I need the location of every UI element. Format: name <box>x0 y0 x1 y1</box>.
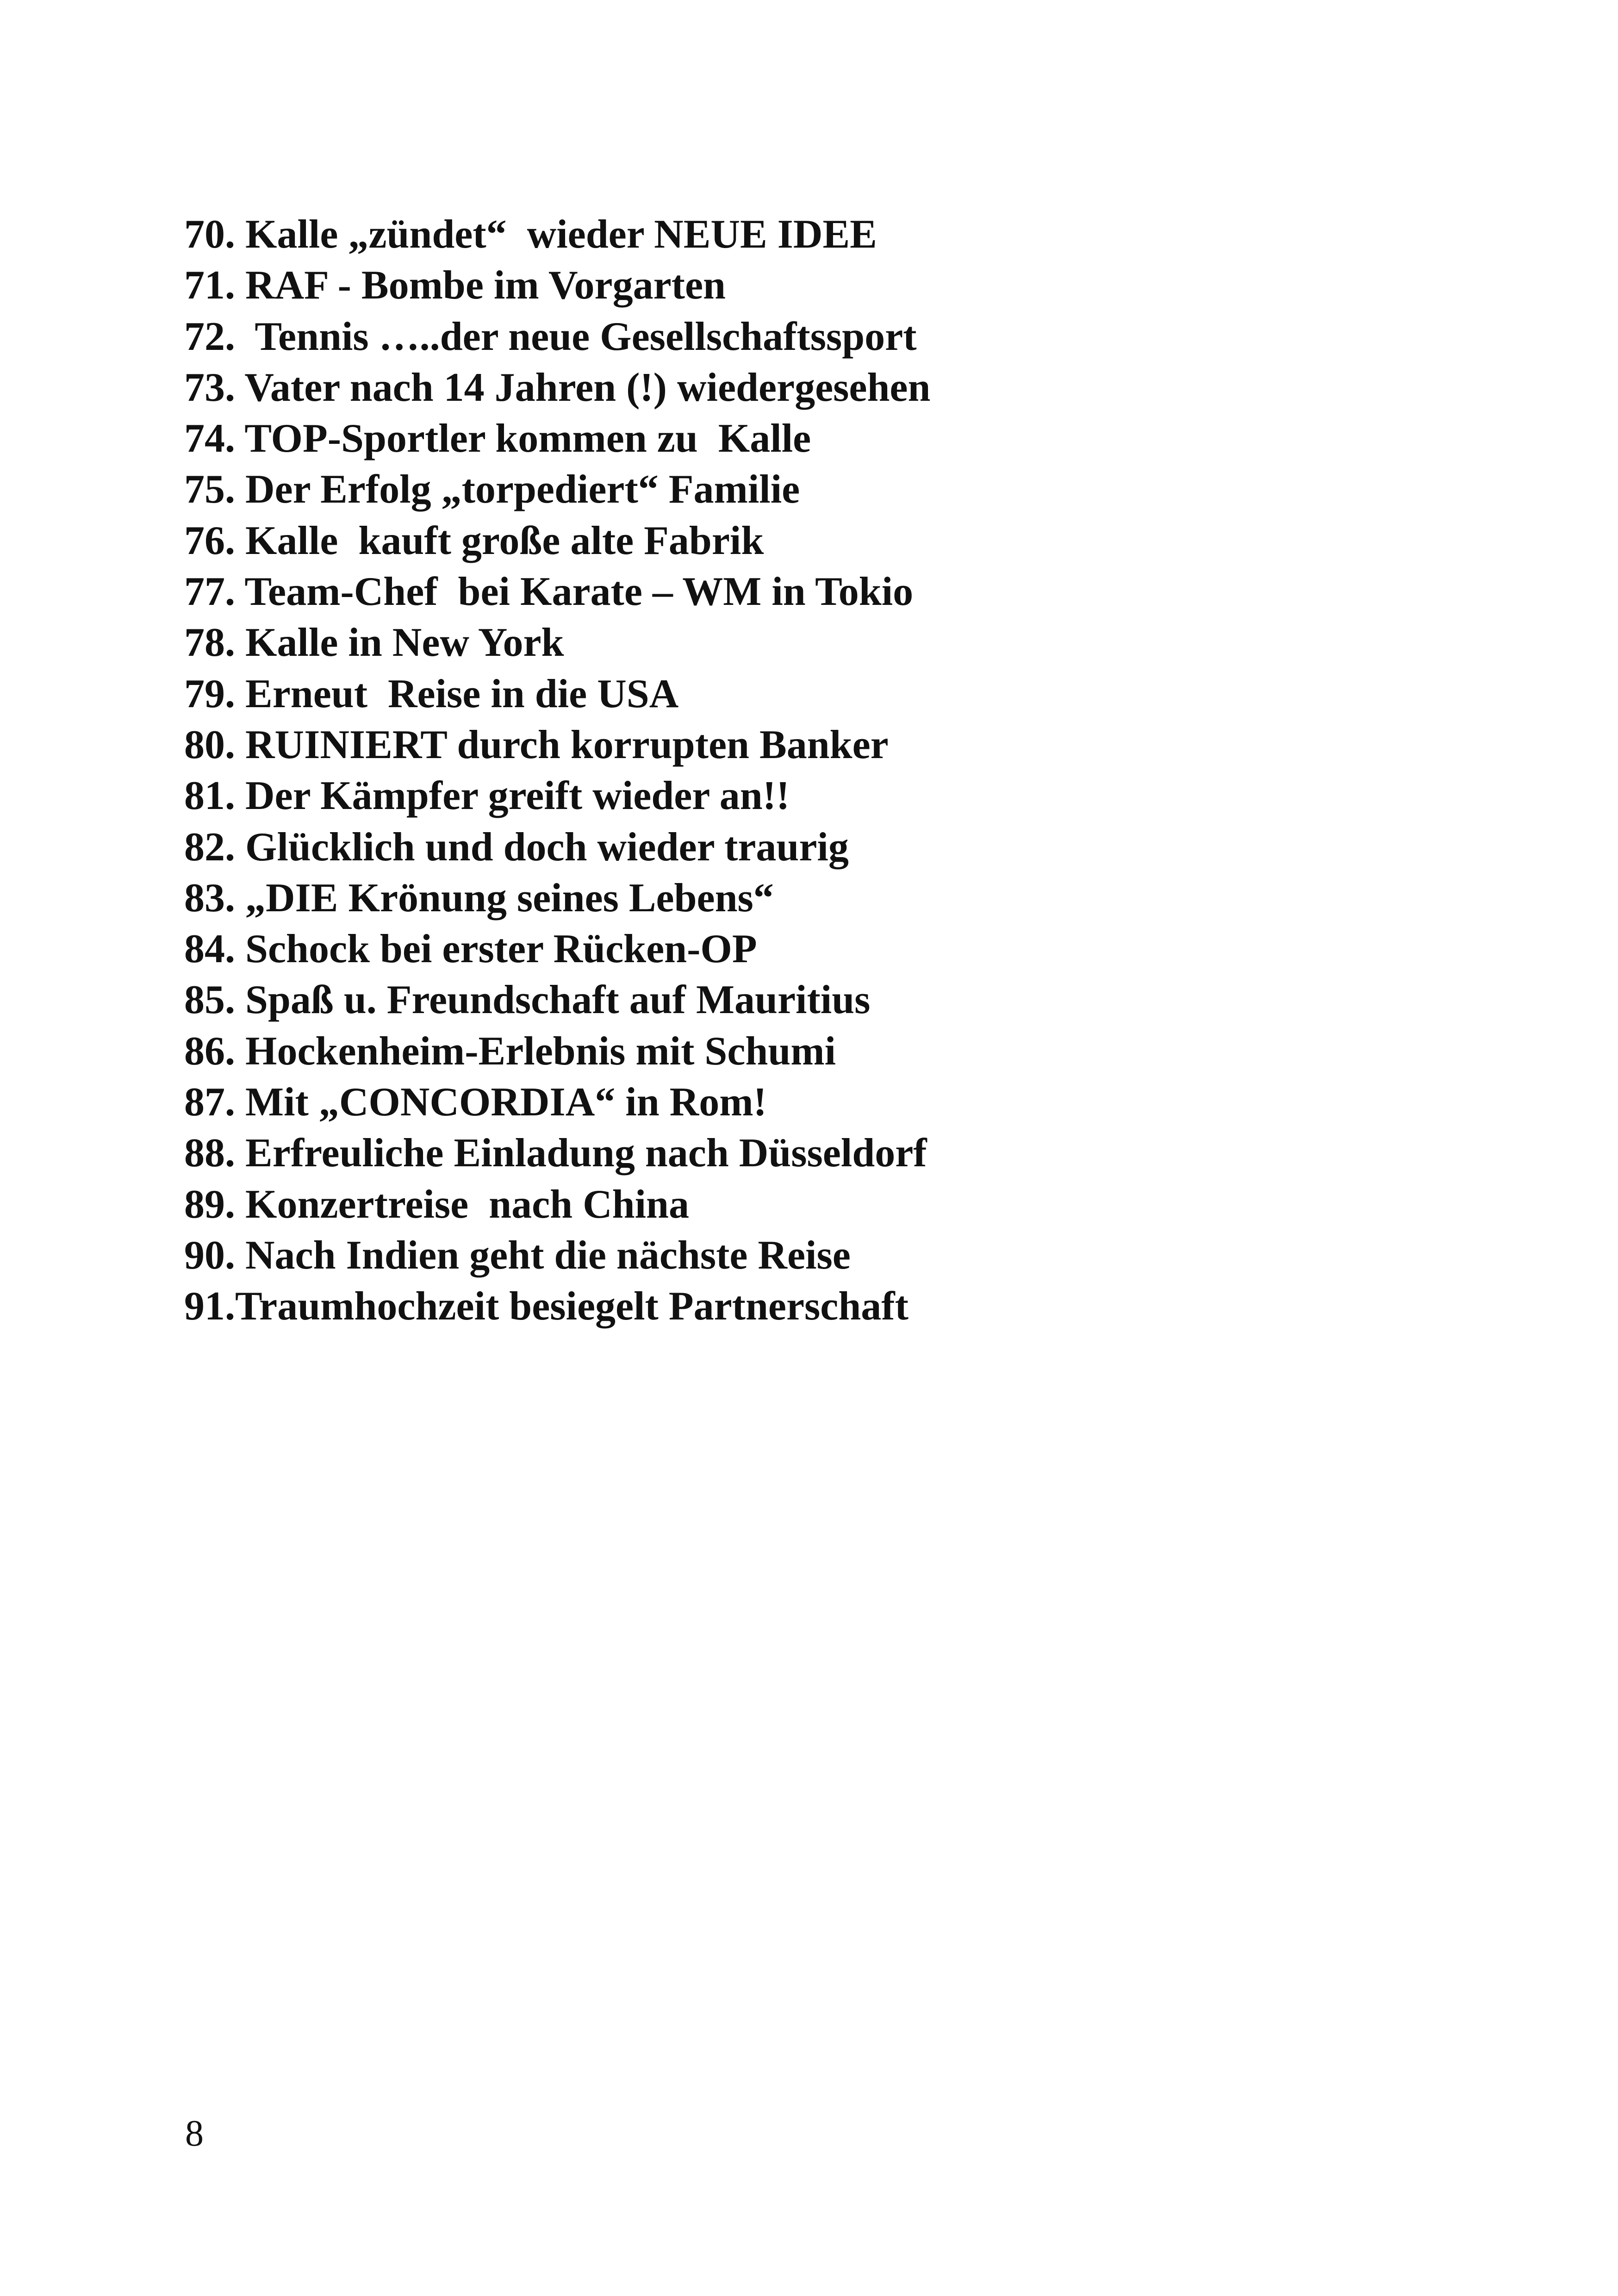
chapter-entry-78: 78. Kalle in New York <box>184 620 564 666</box>
chapter-entry-84: 84. Schock bei erster Rücken-OP <box>184 927 757 972</box>
chapter-entry-76: 76. Kalle kauft große alte Fabrik <box>184 518 764 563</box>
chapter-entry-72: 72. Tennis …..der neue Gesellschaftssport <box>184 314 917 359</box>
chapter-entry-90: 90. Nach Indien geht die nächste Reise <box>184 1232 851 1278</box>
chapter-entry-71: 71. RAF - Bombe im Vorgarten <box>184 263 726 308</box>
chapter-entry-82: 82. Glücklich und doch wieder traurig <box>184 824 849 870</box>
chapter-entry-70: 70. Kalle „zündet“ wieder NEUE IDEE <box>184 212 877 257</box>
chapter-entry-86: 86. Hockenheim-Erlebnis mit Schumi <box>184 1028 836 1074</box>
chapter-entry-88: 88. Erfreuliche Einladung nach Düsseldorf <box>184 1131 927 1176</box>
chapter-list <box>184 209 930 1332</box>
chapter-entry-87: 87. Mit „CONCORDIA“ in Rom! <box>184 1080 767 1125</box>
chapter-entry-73: 73. Vater nach 14 Jahren (!) wiedergesehen <box>184 365 931 410</box>
chapter-entry-81: 81. Der Kämpfer greift wieder an!! <box>184 773 790 819</box>
chapter-entry-74: 74. TOP-Sportler kommen zu Kalle <box>184 416 811 461</box>
chapter-entry-85: 85. Spaß u. Freundschaft auf Mauritius <box>184 977 871 1023</box>
chapter-entry-91: 91.Traumhochzeit besiegelt Partnerschaft <box>184 1284 909 1329</box>
chapter-entry-80: 80. RUINIERT durch korrupten Banker <box>184 722 889 767</box>
chapter-entry-89: 89. Konzertreise nach China <box>184 1182 689 1227</box>
chapter-entry-75: 75. Der Erfolg „torpediert“ Familie <box>184 467 800 512</box>
chapter-entry-77: 77. Team-Chef bei Karate – WM in Tokio <box>184 569 914 615</box>
chapter-entry-79: 79. Erneut Reise in die USA <box>184 671 679 716</box>
chapter-entry-83: 83. „DIE Krönung seines Lebens“ <box>184 875 774 921</box>
page-number: 8 <box>185 2113 204 2154</box>
